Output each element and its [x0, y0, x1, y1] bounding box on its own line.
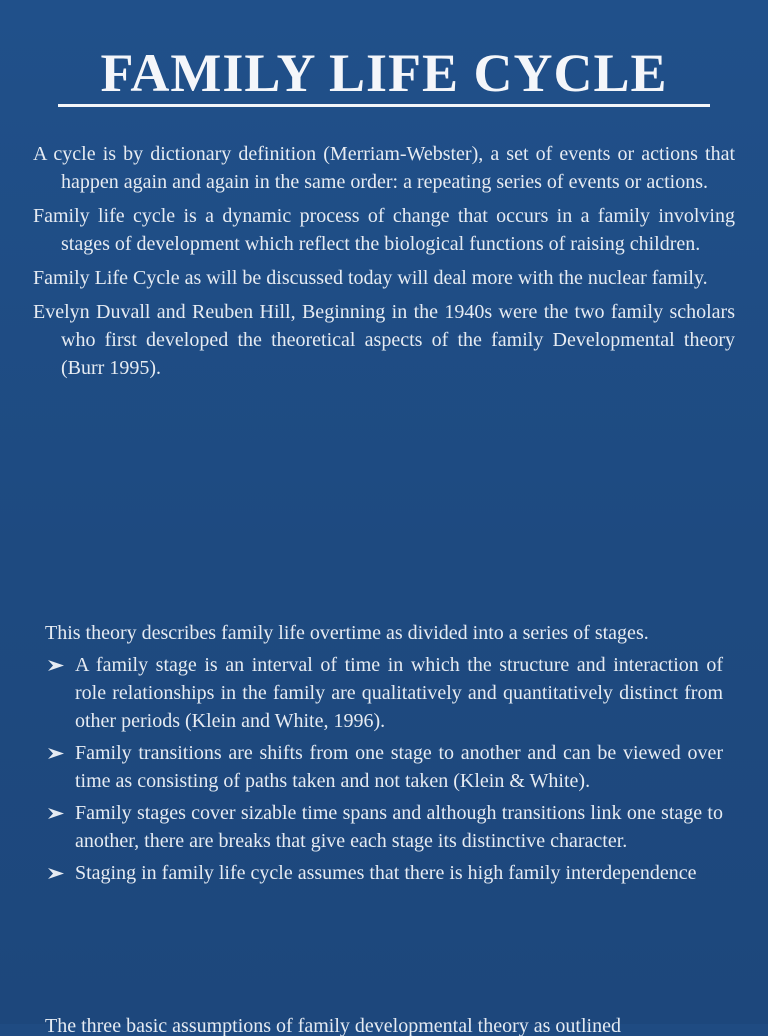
- bullet-text: A family stage is an interval of time in which the structure and interaction of role relationships in the family are qualitatively and quantitatively distinct from other periods (Klein and White, 1996).: [75, 654, 723, 732]
- arrowhead-bullet-icon: [47, 799, 69, 827]
- title-block: [58, 44, 710, 102]
- list-item: [45, 799, 723, 855]
- theory-section: [45, 619, 723, 891]
- paragraph-cycle-definition: A cycle is by dictionary definition (Merriam-Webster), a set of events or actions that happen again and again in the same order: a repeating series of events or actions.: [33, 143, 735, 193]
- bullet-text: Family transitions are shifts from one stage to another and can be viewed over time as consisting of paths taken and not taken (Klein & White).: [75, 742, 723, 792]
- theory-intro: This theory describes family life overtime as divided into a series of stages.: [45, 622, 649, 644]
- paragraph-nuclear-family: Family Life Cycle as will be discussed today will deal more with the nuclear family.: [33, 267, 708, 289]
- cut-off-text-line: The three basic assumptions of family developmental theory as outlined: [45, 1015, 621, 1036]
- paragraph-duvall-hill: Evelyn Duvall and Reuben Hill, Beginning in the 1940s were the two family scholars who first developed the theoretical aspects of the family Developmental theory (Burr 1995).: [33, 301, 735, 379]
- arrowhead-bullet-icon: [47, 859, 69, 887]
- definitions-section: [33, 140, 735, 388]
- paragraph-family-life-cycle: Family life cycle is a dynamic process of change that occurs in a family involving stages of development which reflect the biological functions of raising children.: [33, 205, 735, 255]
- page-title: FAMILY LIFE CYCLE: [100, 43, 668, 103]
- arrowhead-bullet-icon: [47, 739, 69, 767]
- bullet-text: Staging in family life cycle assumes that there is high family interdependence: [75, 862, 697, 884]
- title-underline: [58, 104, 710, 107]
- list-item: [45, 651, 723, 735]
- list-item: [45, 859, 723, 887]
- list-item: [45, 739, 723, 795]
- bullet-text: Family stages cover sizable time spans and although transitions link one stage to another, there are breaks that give each stage its distinctive character.: [75, 802, 723, 852]
- arrowhead-bullet-icon: [47, 651, 69, 679]
